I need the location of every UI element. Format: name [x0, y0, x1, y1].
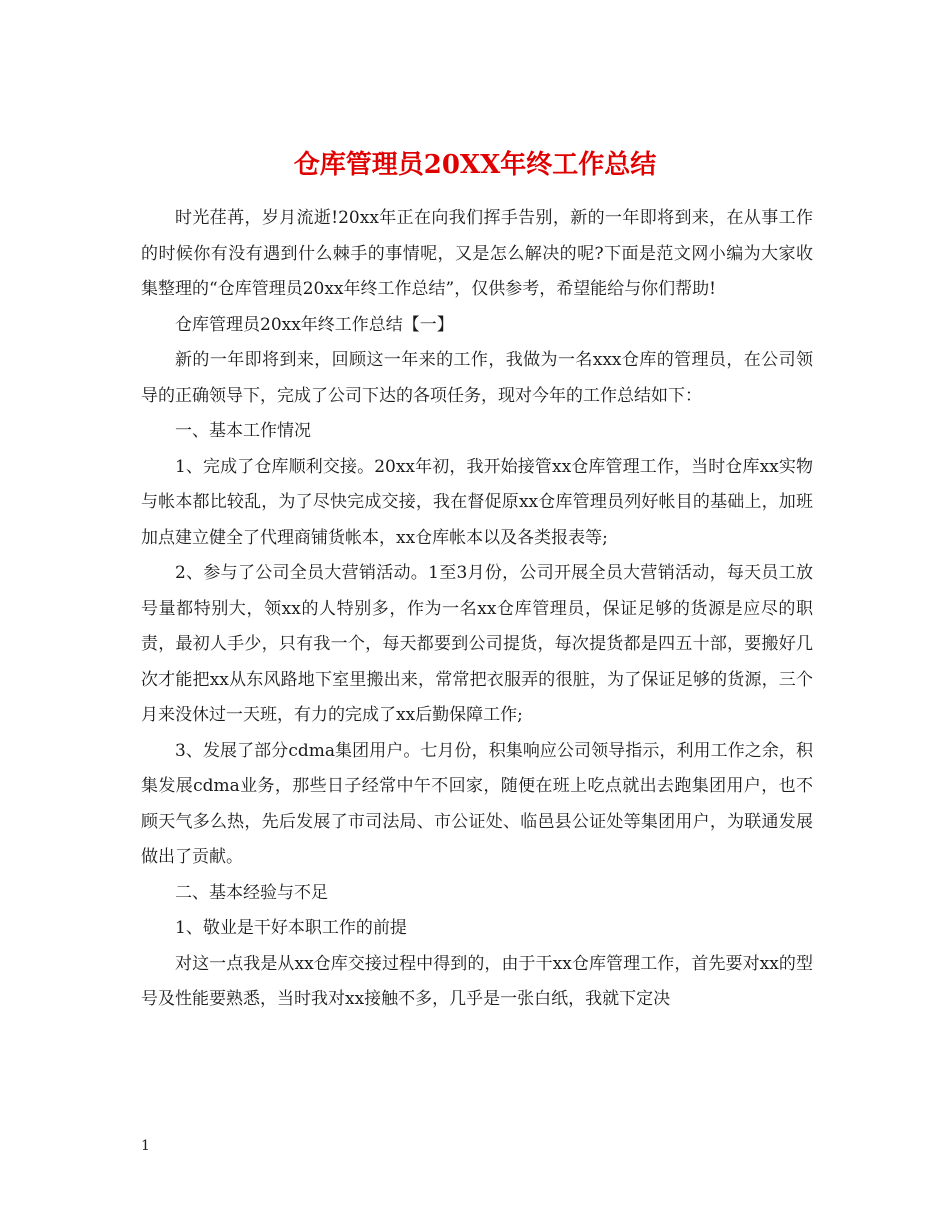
- subheading-dedication: 1、敬业是干好本职工作的前提: [175, 918, 407, 938]
- paragraph-item-1: 1、完成了仓库顺利交接。20xx年初，我开始接管xx仓库管理工作，当时仓库xx实物与帐本都比较乱，为了尽快完成交接，我在督促原xx仓库管理员列好帐目的基础上，加班加点建立健全了代理商铺货帐本，xx仓库帐本以及各类报表等;: [141, 456, 813, 548]
- paragraph-overview: 新的一年即将到来，回顾这一年来的工作，我做为一名xxx仓库的管理员，在公司领导的正确领导下，完成了公司下达的各项任务，现对今年的工作总结如下：: [141, 350, 813, 406]
- paragraph-item-2: 2、参与了公司全员大营销活动。1至3月份，公司开展全员大营销活动，每天员工放号量都特别大，领xx的人特别多，作为一名xx仓库管理员，保证足够的货源是应尽的职责，最初人手少，只有我一个，每天都要到公司提货，每次提货都是四五十部，要搬好几次才能把xx从东风路地下室里搬出来，常常把衣服弄的很脏，为了保证足够的货源，三个月来没休过一天班，有力的完成了xx后勤保障工作;: [141, 563, 813, 725]
- document-body: [141, 201, 813, 1018]
- page-number: 1: [141, 1138, 150, 1154]
- paragraph-intro: 时光荏苒，岁月流逝!20xx年正在向我们挥手告别，新的一年即将到来，在从事工作的时候你有没有遇到什么棘手的事情呢，又是怎么解决的呢?下面是范文网小编为大家收集整理的“仓库管理员20xx年终工作总结”，仅供参考，希望能给与你们帮助!: [141, 208, 813, 299]
- section-heading-part-one: 仓库管理员20xx年终工作总结【一】: [175, 314, 454, 335]
- document-title: 仓库管理员20XX年终工作总结: [293, 150, 657, 181]
- paragraph-item-3: 3、发展了部分cdma集团用户。七月份，积集响应公司领导指示，利用工作之余，积集发展cdma业务，那些日子经常中午不回家，随便在班上吃点就出去跑集团用户，也不顾天气多么热，先后发展了市司法局、市公证处、临邑县公证处等集团用户，为联通发展做出了贡献。: [141, 740, 813, 867]
- section-heading-experience: 二、基本经验与不足: [175, 882, 328, 903]
- paragraph-dedication: 对这一点我是从xx仓库交接过程中得到的，由于干xx仓库管理工作，首先要对xx的型号及性能要熟悉，当时我对xx接触不多，几乎是一张白纸，我就下定决: [141, 953, 813, 1009]
- section-heading-basic-work: 一、基本工作情况: [175, 421, 311, 441]
